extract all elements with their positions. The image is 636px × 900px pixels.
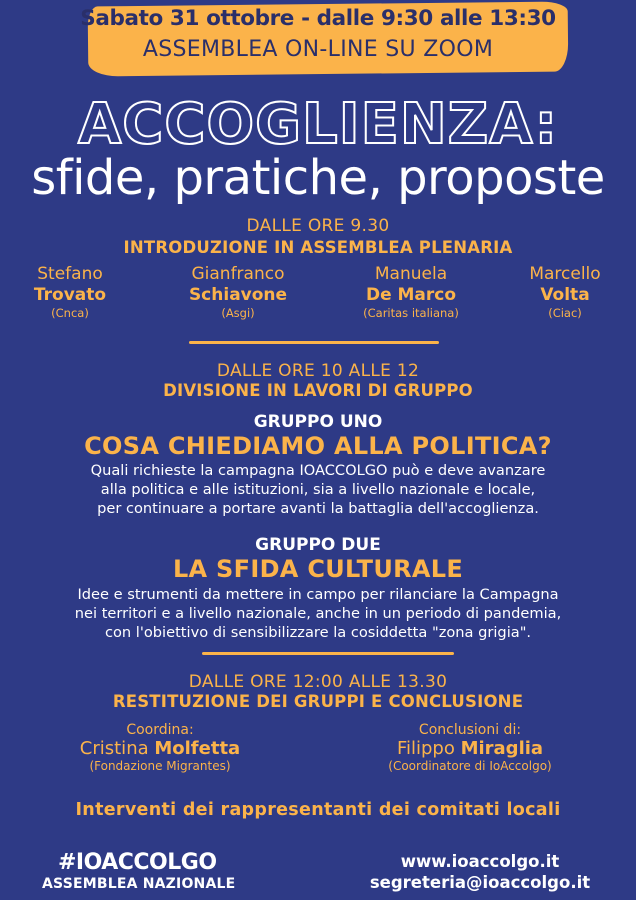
group1-title: COSA CHIEDIAMO ALLA POLITICA? bbox=[84, 432, 552, 460]
speaker-first-name: Stefano bbox=[37, 264, 103, 284]
speaker-organization: (Asgi) bbox=[221, 306, 255, 320]
conclusions-role: Conclusioni di: bbox=[418, 722, 522, 738]
event-date: Sabato 31 ottobre - dalle 9:30 alle 13:30 bbox=[80, 6, 556, 31]
speaker bbox=[0, 264, 150, 321]
conclusions-organization: (Coordinatore di IoAccolgo) bbox=[388, 759, 552, 773]
section-divider bbox=[189, 341, 439, 344]
hashtag-logo: #IOACCOLGO bbox=[58, 850, 217, 875]
group2-title: LA SFIDA CULTURALE bbox=[172, 555, 464, 583]
speaker-first-name: Manuela bbox=[374, 264, 448, 284]
speaker-first-name: Marcello bbox=[529, 264, 601, 284]
group1-label: GRUPPO UNO bbox=[253, 412, 383, 432]
event-format: ASSEMBLEA ON-LINE SU ZOOM bbox=[142, 37, 494, 62]
speaker-last-name: De Marco bbox=[365, 285, 457, 305]
section-divider bbox=[202, 652, 454, 655]
coordinator-role: Coordina: bbox=[126, 722, 194, 738]
speaker-first-name: Gianfranco bbox=[191, 264, 285, 284]
speaker-last-name: Trovato bbox=[33, 285, 107, 305]
speaker-organization: (Cnca) bbox=[51, 306, 89, 320]
session1-time: DALLE ORE 9.30 bbox=[246, 216, 390, 236]
conclusions-last-name: Miraglia bbox=[460, 738, 544, 759]
session2-heading: DIVISIONE IN LAVORI DI GRUPPO bbox=[163, 381, 473, 400]
speaker bbox=[485, 264, 636, 321]
group2-description-line: Idee e strumenti da mettere in campo per rilanciare la Campagna bbox=[77, 586, 559, 603]
group1-description-line: Quali richieste la campagna IOACCOLGO può e deve avanzare bbox=[90, 462, 546, 479]
main-title: ACCOGLIENZA: bbox=[77, 92, 559, 157]
speaker-organization: (Ciac) bbox=[548, 306, 582, 320]
speaker-organization: (Caritas italiana) bbox=[363, 306, 459, 320]
conclusions-name bbox=[358, 738, 582, 759]
session1-heading: INTRODUZIONE IN ASSEMBLEA PLENARIA bbox=[123, 238, 513, 257]
coordinator-organization: (Fondazione Migrantes) bbox=[89, 759, 231, 773]
speaker-last-name: Volta bbox=[540, 285, 590, 305]
speaker bbox=[331, 264, 491, 321]
assembly-label: ASSEMBLEA NAZIONALE bbox=[42, 876, 236, 892]
coordinator-last-name: Molfetta bbox=[154, 738, 241, 759]
group2-description-line: nei territori e a livello nazionale, anche in un periodo di pandemia, bbox=[74, 605, 562, 622]
group2-description-line: con l'obiettivo di sensibilizzare la cosiddetta "zona grigia". bbox=[104, 624, 532, 641]
session3-heading: RESTITUZIONE DEI GRUPPI E CONCLUSIONE bbox=[112, 692, 524, 711]
conclusions-block bbox=[358, 722, 582, 773]
session2-time: DALLE ORE 10 ALLE 12 bbox=[216, 361, 420, 381]
website-link[interactable]: www.ioaccolgo.it bbox=[400, 852, 560, 871]
speaker-list bbox=[0, 264, 636, 326]
group1-description-line: per continuare a portare avanti la battaglia dell'accoglienza. bbox=[97, 500, 539, 517]
speaker bbox=[158, 264, 318, 321]
conclusions-first-name: Filippo bbox=[396, 738, 461, 759]
coordinator-first-name: Cristina bbox=[79, 738, 155, 759]
group1-description-line: alla politica e alle istituzioni, sia a livello nazionale e locale, bbox=[100, 481, 536, 498]
main-subtitle: sfide, pratiche, proposte bbox=[31, 150, 605, 206]
speaker-last-name: Schiavone bbox=[188, 285, 288, 305]
local-committees-note: Interventi dei rappresentanti dei comitati locali bbox=[75, 800, 561, 820]
session3-time: DALLE ORE 12:00 ALLE 13.30 bbox=[188, 672, 448, 692]
email-link[interactable]: segreteria@ioaccolgo.it bbox=[369, 873, 591, 892]
group2-label: GRUPPO DUE bbox=[255, 535, 381, 555]
coordinator-name bbox=[60, 738, 260, 759]
coordinator-block bbox=[60, 722, 260, 773]
